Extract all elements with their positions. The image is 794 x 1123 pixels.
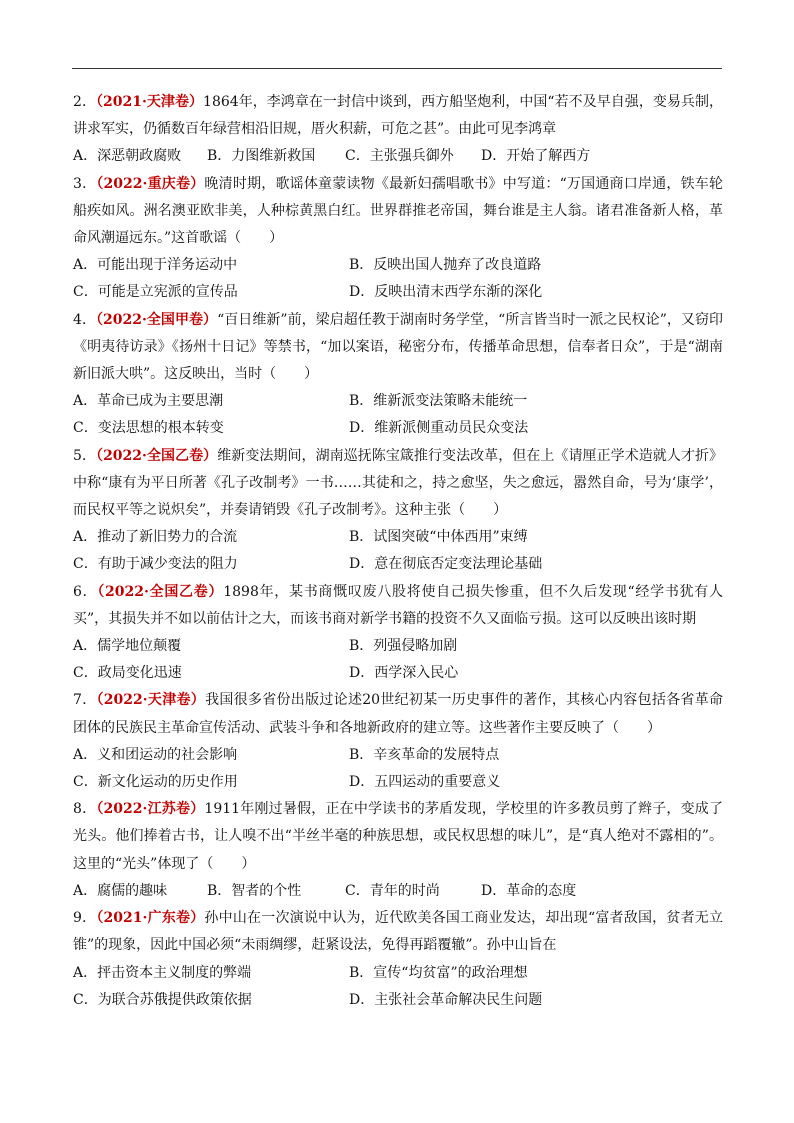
question-stem bbox=[73, 796, 723, 878]
option-a: A．儒学地位颠覆 bbox=[73, 638, 182, 655]
question-source: （2022·全国乙卷） bbox=[96, 447, 218, 464]
option-c: C．新文化运动的历史作用 bbox=[73, 774, 238, 791]
option-d: D．意在彻底否定变法理论基础 bbox=[349, 556, 543, 573]
option-d: D．开始了解西方 bbox=[481, 148, 591, 165]
option-list bbox=[73, 878, 723, 905]
option-c: C．政局变化迅速 bbox=[73, 665, 182, 682]
question-stem bbox=[73, 579, 723, 633]
question-stem bbox=[73, 89, 723, 143]
option-a: A．抨击资本主义制度的弊端 bbox=[73, 964, 252, 981]
option-b: B．反映出国人抛弃了改良道路 bbox=[349, 257, 542, 274]
option-list bbox=[73, 252, 723, 306]
option-a: A．义和团运动的社会影响 bbox=[73, 746, 238, 763]
option-c: C．可能是立宪派的宣传品 bbox=[73, 284, 238, 301]
question-stem bbox=[73, 687, 723, 741]
option-d: D．革命的态度 bbox=[481, 882, 577, 899]
question-stem bbox=[73, 307, 723, 389]
option-a: A．推动了新旧势力的合流 bbox=[73, 529, 238, 546]
option-b: B．辛亥革命的发展特点 bbox=[349, 746, 500, 763]
option-c: C．主张强兵御外 bbox=[345, 148, 454, 165]
question-number: 3． bbox=[73, 175, 97, 192]
question-number: 9． bbox=[73, 910, 97, 927]
question-text: “百日维新”前，梁启超任教于湖南时务学堂，“所言皆当时一派之民权论”，又窃印《明夷待访录》《扬州十日记》等禁书，“加以案语，秘密分布，传播革命思想，信奉者日众”，于是“湖南新旧派大哄”。这反映出，当时（ ） bbox=[73, 311, 723, 383]
option-a: A．深恶朝政腐败 bbox=[73, 148, 182, 165]
option-a: A．可能出现于洋务运动中 bbox=[73, 257, 238, 274]
option-d: D．反映出清末西学东渐的深化 bbox=[349, 284, 543, 301]
option-list bbox=[73, 524, 723, 578]
option-b: B．力图维新救国 bbox=[207, 148, 316, 165]
question-6 bbox=[73, 579, 723, 688]
option-c: C．为联合苏俄提供政策依据 bbox=[73, 991, 252, 1008]
question-source: （2022·重庆卷） bbox=[96, 175, 205, 192]
question-text: 我国很多省份出版过论述20世纪初某一历史事件的著作，其核心内容包括各省革命团体的民族民主革命宣传活动、武装斗争和各地新政府的建立等。这些著作主要反映了（ ） bbox=[73, 692, 724, 736]
question-source: （2022·全国甲卷） bbox=[95, 311, 218, 328]
question-stem bbox=[73, 443, 723, 525]
question-number: 2． bbox=[73, 94, 96, 110]
option-list bbox=[73, 742, 723, 796]
question-5 bbox=[73, 443, 723, 579]
option-list bbox=[73, 143, 723, 170]
option-c: C．变法思想的根本转变 bbox=[73, 420, 224, 437]
question-4 bbox=[73, 307, 723, 443]
question-number: 8． bbox=[73, 801, 97, 818]
question-stem bbox=[73, 171, 723, 253]
option-d: D．主张社会革命解决民生问题 bbox=[349, 991, 543, 1008]
question-source: （2021·广东卷） bbox=[96, 910, 205, 927]
question-9 bbox=[73, 905, 723, 1014]
question-8 bbox=[73, 796, 723, 905]
option-c: C．有助于减少变法的阻力 bbox=[73, 556, 238, 573]
question-list bbox=[73, 89, 723, 1014]
question-number: 7． bbox=[73, 692, 97, 709]
option-list bbox=[73, 388, 723, 442]
question-3 bbox=[73, 171, 723, 307]
option-b: B．智者的个性 bbox=[207, 882, 302, 899]
option-list bbox=[73, 633, 723, 687]
option-list bbox=[73, 960, 723, 1014]
question-source: （2022·天津卷） bbox=[96, 692, 206, 709]
question-text: 孙中山在一次演说中认为，近代欧美各国工商业发达，却出现“富者敌国，贫者无立锥”的现象，因此中国必须“未雨绸缪，赶紧设法，免得再蹈覆辙”。孙中山旨在 bbox=[73, 910, 723, 954]
question-source: （2022·全国乙卷） bbox=[97, 583, 224, 600]
question-text: 1911年刚过暑假，正在中学读书的茅盾发现，学校里的许多教员剪了辫子，变成了光头。他们捧着古书，让人嗅不出“半丝半毫的种族思想，或民权思想的味儿”，是“真人绝对不露相的”。这里的“光头”体现了（ ） bbox=[73, 801, 723, 872]
option-c: C．青年的时尚 bbox=[345, 882, 440, 899]
option-d: D．五四运动的重要意义 bbox=[349, 774, 501, 791]
option-a: A．腐儒的趣味 bbox=[73, 882, 168, 899]
question-2 bbox=[73, 89, 723, 171]
option-b: B．宣传“均贫富”的政治理想 bbox=[349, 964, 528, 981]
question-source: （2021·天津卷） bbox=[95, 94, 204, 110]
question-number: 4． bbox=[73, 311, 96, 328]
option-a: A．革命已成为主要思潮 bbox=[73, 393, 224, 410]
question-text: 1898年，某书商慨叹废八股将使自己损失惨重，但不久后发现“经学书犹有人买”，其损失并不如以前估计之大，而该书商对新学书籍的投资不久又面临亏损。这可以反映出该时期 bbox=[73, 583, 723, 627]
header-rule bbox=[72, 68, 722, 69]
question-number: 5． bbox=[73, 447, 97, 464]
question-7 bbox=[73, 687, 723, 796]
question-stem bbox=[73, 905, 723, 959]
question-text: 维新变法期间，湖南巡抚陈宝箴推行变法改革，但在上《请厘正学术造就人才折》中称“康有为平日所著《孔子改制考》一书……其徒和之，持之愈坚，失之愈远，嚣然自命，号为‘康学’，而民权平等之说炽矣”，并奏请销毁《孔子改制考》。这种主张（ ） bbox=[73, 447, 723, 519]
question-number: 6． bbox=[73, 583, 98, 600]
option-b: B．维新派变法策略未能统一 bbox=[349, 393, 528, 410]
option-d: D．西学深入民心 bbox=[349, 665, 459, 682]
question-source: （2022·江苏卷） bbox=[96, 801, 205, 818]
option-b: B．列强侵略加剧 bbox=[349, 638, 458, 655]
option-d: D．维新派侧重动员民众变法 bbox=[349, 420, 529, 437]
option-b: B．试图突破“中体西用”束缚 bbox=[349, 529, 528, 546]
question-text: 1864年，李鸿章在一封信中谈到，西方船坚炮利，中国“若不及早自强，变易兵制，讲求军实，仍循数百年绿营相沿旧规，厝火积薪，可危之甚”。由此可见李鸿章 bbox=[73, 94, 723, 138]
question-text: 晚清时期，歌谣体童蒙读物《最新妇孺唱歌书》中写道：“万国通商口岸通，铁车轮船疾如风。洲名澳亚欧非美，人种棕黄黑白红。世界群推老帝国，舞台谁是主人翁。诸君准备新人格，革命风潮逼远东。”这首歌谣（ ） bbox=[73, 175, 723, 247]
